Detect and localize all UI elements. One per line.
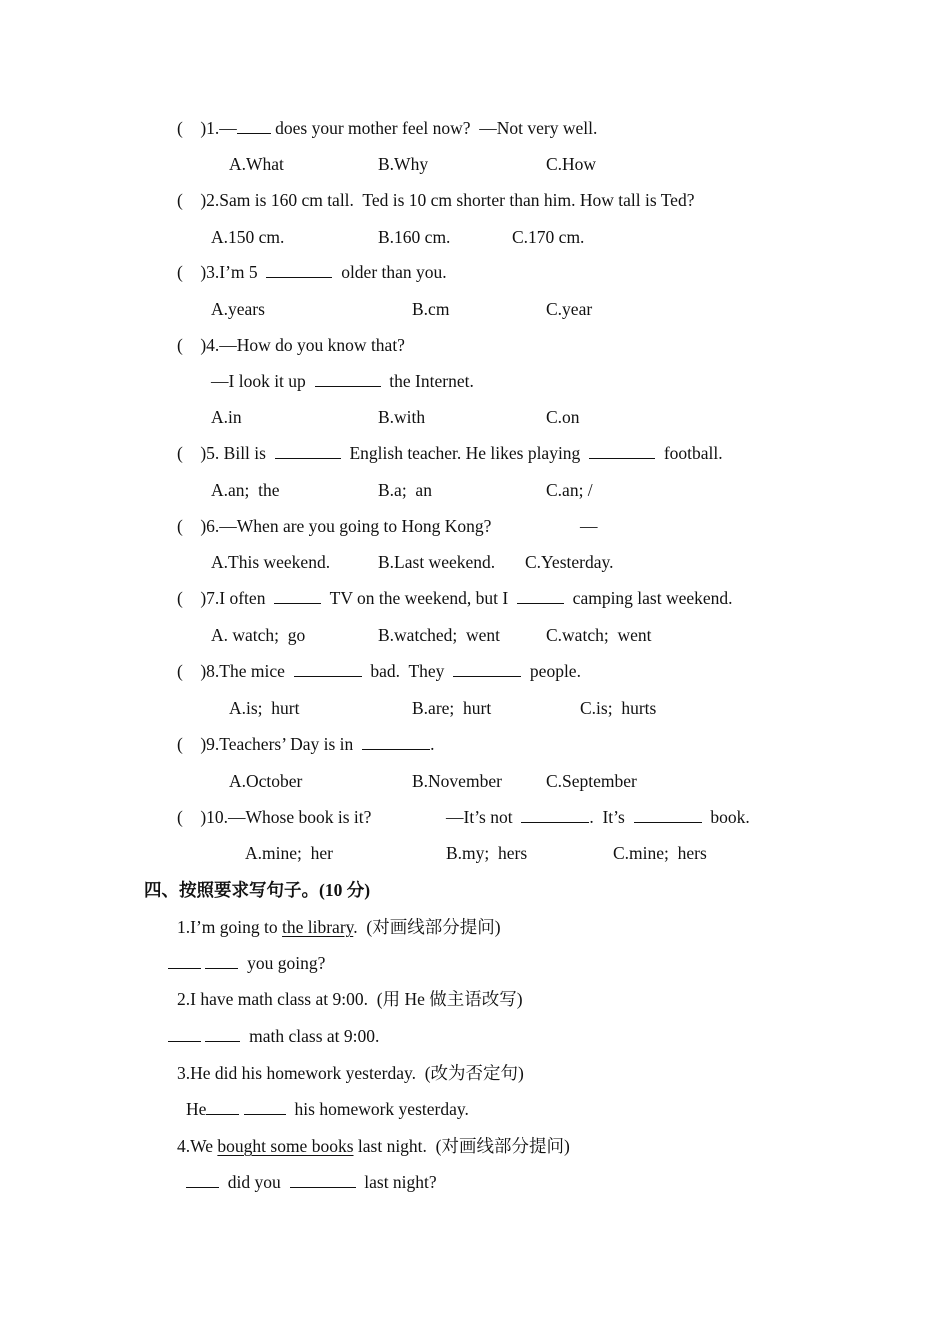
answer-blank <box>186 1171 219 1188</box>
question-7: ( )7.I often TV on the weekend, but I camping last weekend. <box>177 588 733 608</box>
option-a: A.October <box>229 771 303 791</box>
question-10-answer: —It’s not . It’s book. <box>446 807 750 827</box>
option-b: B.a; an <box>378 480 432 500</box>
question-4-line2: —I look it up the Internet. <box>211 371 474 391</box>
answer-blank <box>244 1098 286 1115</box>
rewrite-answer-3: He his homework yesterday. <box>186 1099 469 1119</box>
question-1: ( )1.— does your mother feel now? —Not very well. <box>177 118 598 138</box>
option-a: A.is; hurt <box>229 698 300 718</box>
option-a: A.This weekend. <box>211 552 331 572</box>
option-a: A.150 cm. <box>211 227 285 247</box>
section-heading: 四、按照要求写句子。(10 分) <box>144 880 371 900</box>
answer-blank <box>237 117 271 134</box>
option-c: C.mine; hers <box>613 843 707 863</box>
question-3: ( )3.I’m 5 older than you. <box>177 262 447 282</box>
option-a: A.What <box>229 154 284 174</box>
rewrite-item-3: 3.He did his homework yesterday. (改为否定句) <box>177 1063 524 1083</box>
answer-blank <box>589 442 655 459</box>
option-a: A.mine; her <box>245 843 333 863</box>
option-a: A. watch; go <box>211 625 306 645</box>
option-c: C.September <box>546 771 637 791</box>
answer-blank <box>634 806 702 823</box>
answer-blank <box>275 442 341 459</box>
answer-blank <box>206 1098 239 1115</box>
option-b: B.Why <box>378 154 429 174</box>
option-a: A.an; the <box>211 480 280 500</box>
question-8: ( )8.The mice bad. They people. <box>177 661 581 681</box>
answer-blank <box>521 806 589 823</box>
answer-blank <box>315 370 381 387</box>
rewrite-item-2: 2.I have math class at 9:00. (用 He 做主语改写) <box>177 989 523 1009</box>
option-b: B.160 cm. <box>378 227 451 247</box>
option-b: B.Last weekend. <box>378 552 496 572</box>
option-c: C.is; hurts <box>580 698 657 718</box>
answer-blank <box>362 733 430 750</box>
underlined-phrase: bought some books <box>217 1136 354 1156</box>
rewrite-item-4: 4.We bought some books last night. (对画线部分提问) <box>177 1136 570 1156</box>
question-10: ( )10.—Whose book is it? <box>177 807 372 827</box>
option-b: B.my; hers <box>446 843 528 863</box>
answer-blank <box>274 587 321 604</box>
option-c: C.170 cm. <box>512 227 585 247</box>
answer-blank <box>266 261 332 278</box>
option-c: C.How <box>546 154 597 174</box>
question-5: ( )5. Bill is English teacher. He likes playing football. <box>177 443 723 463</box>
rewrite-answer-2: math class at 9:00. <box>168 1025 379 1047</box>
question-6: ( )6.—When are you going to Hong Kong? <box>177 516 492 536</box>
rewrite-answer-4: did you last night? <box>186 1171 437 1193</box>
answer-blank <box>453 660 521 677</box>
question-9: ( )9.Teachers’ Day is in . <box>177 734 435 754</box>
rewrite-item-1: 1.I’m going to the library. (对画线部分提问) <box>177 917 501 937</box>
option-b: B.with <box>378 407 426 427</box>
answer-blank <box>168 952 201 969</box>
answer-dash: — <box>580 516 598 536</box>
underlined-phrase: the library <box>282 917 354 937</box>
question-4: ( )4.—How do you know that? <box>177 335 405 355</box>
answer-blank <box>205 1025 240 1042</box>
option-c: C.watch; went <box>546 625 652 645</box>
answer-blank <box>205 952 238 969</box>
option-a: A.years <box>211 299 265 319</box>
rewrite-answer-1: you going? <box>168 952 325 974</box>
answer-blank <box>517 587 564 604</box>
answer-blank <box>290 1171 356 1188</box>
option-a: A.in <box>211 407 242 427</box>
option-c: C.on <box>546 407 580 427</box>
option-c: C.an; / <box>546 480 593 500</box>
question-2: ( )2.Sam is 160 cm tall. Ted is 10 cm shorter than him. How tall is Ted? <box>177 190 695 210</box>
option-c: C.Yesterday. <box>525 552 614 572</box>
option-b: B.watched; went <box>378 625 500 645</box>
option-b: B.November <box>412 771 502 791</box>
option-b: B.are; hurt <box>412 698 492 718</box>
option-b: B.cm <box>412 299 450 319</box>
answer-blank <box>294 660 362 677</box>
answer-blank <box>168 1025 201 1042</box>
option-c: C.year <box>546 299 593 319</box>
